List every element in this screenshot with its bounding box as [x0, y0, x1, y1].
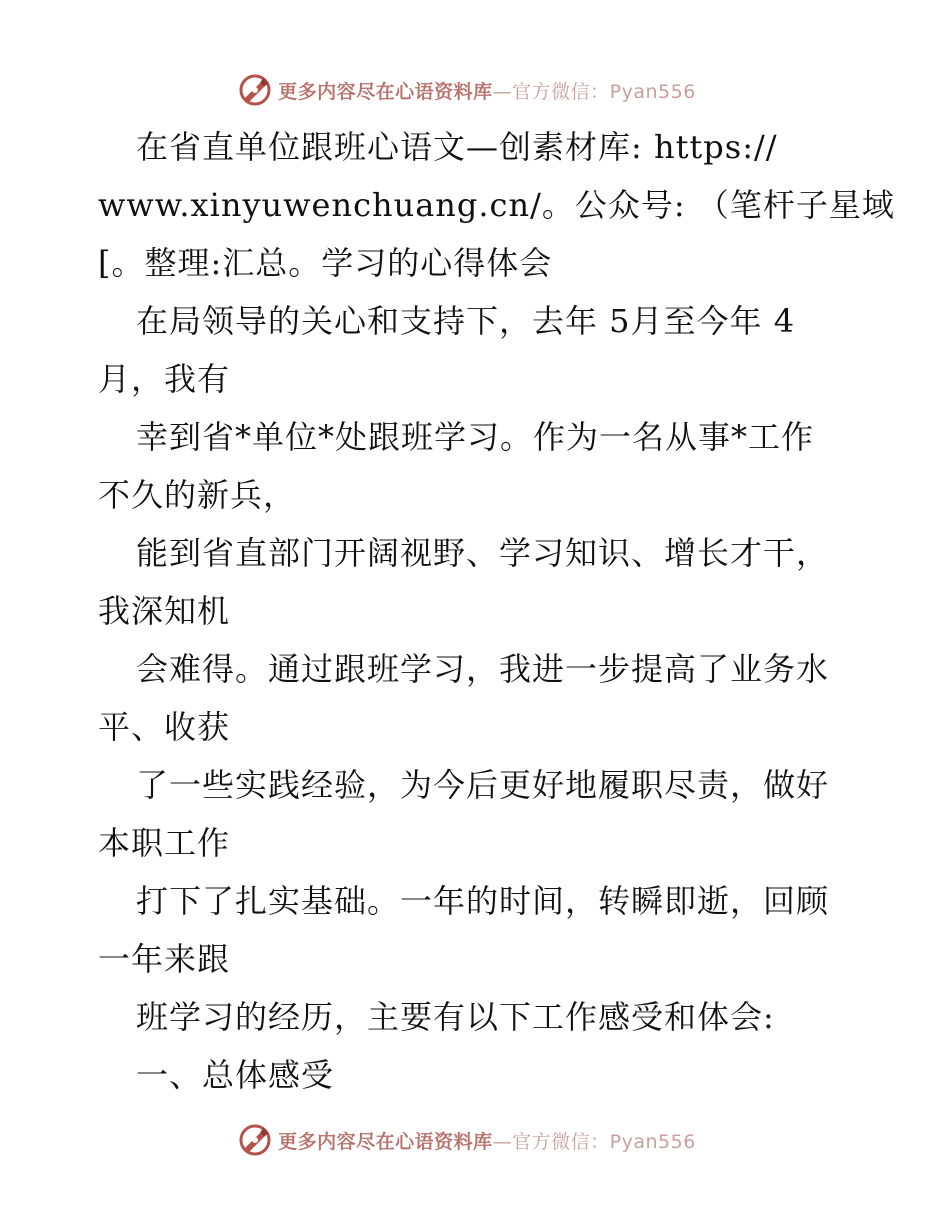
body-line: 平、收获	[98, 708, 231, 746]
header-banner-bold: 更多内容尽在心语资料库	[278, 80, 493, 103]
document-body	[98, 118, 895, 1104]
body-line: 一年来跟	[98, 940, 231, 978]
body-line: 在省直单位跟班心语文—创素材库: https://	[136, 128, 778, 166]
footer-banner-bold: 更多内容尽在心语资料库	[278, 1130, 493, 1153]
body-line: 班学习的经历，主要有以下工作感受和体会:	[136, 998, 775, 1036]
body-line: www.xinyuwenchuang.cn/。公众号: （笔杆子星域	[98, 186, 895, 224]
section-heading: 一、总体感受	[136, 1056, 335, 1094]
footer-banner	[0, 1122, 950, 1158]
body-line: 月，我有	[98, 360, 231, 398]
header-banner-light: —官方微信：Pyan556	[492, 80, 696, 103]
pen-circle-logo-icon	[238, 1123, 272, 1157]
body-line: 本职工作	[98, 824, 231, 862]
header-banner-inner	[238, 73, 696, 107]
body-line: 我深知机	[98, 592, 231, 630]
body-line: 在局领导的关心和支持下，去年 5月至今年 4	[136, 302, 796, 340]
footer-banner-inner	[238, 1123, 696, 1157]
body-line: 幸到省*单位*处跟班学习。作为一名从事*工作	[136, 418, 815, 456]
body-line: 不久的新兵，	[98, 476, 297, 514]
footer-banner-text	[278, 1127, 696, 1154]
pen-circle-logo-icon	[238, 73, 272, 107]
body-line: 能到省直部门开阔视野、学习知识、增长才干，	[136, 534, 830, 572]
header-banner	[0, 72, 950, 108]
body-line: 打下了扎实基础。一年的时间，转瞬即逝，回顾	[136, 882, 830, 920]
header-banner-text	[278, 77, 696, 104]
body-line: 了一些实践经验，为今后更好地履职尽责，做好	[136, 766, 830, 804]
footer-banner-light: —官方微信：Pyan556	[492, 1130, 696, 1153]
body-line: [。整理:汇总。学习的心得体会	[98, 244, 553, 282]
body-line: 会难得。通过跟班学习，我进一步提高了业务水	[136, 650, 830, 688]
